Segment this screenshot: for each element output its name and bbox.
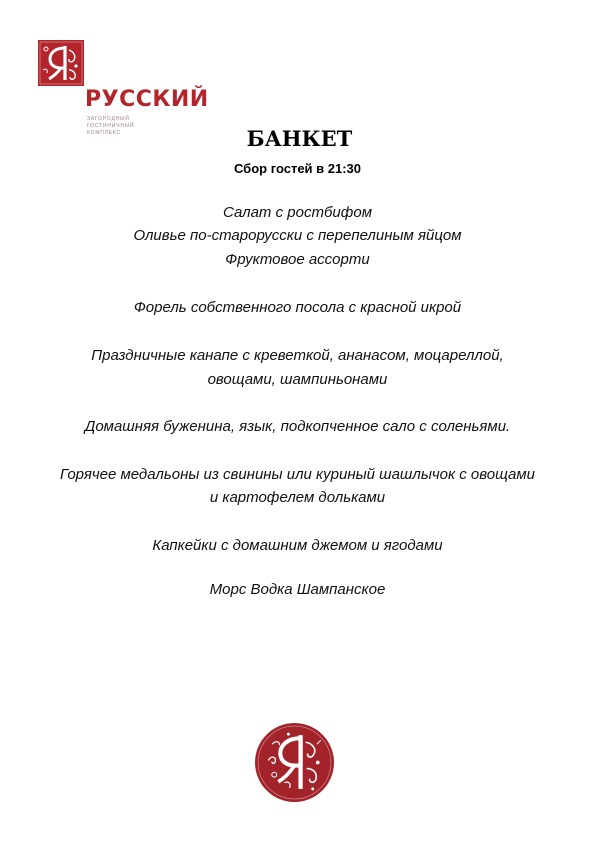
menu-line: Салат с ростбифом bbox=[222, 204, 373, 221]
menu-line: Оливье по-старорусски с перепелиным яйцом bbox=[133, 227, 462, 244]
menu-line: Форель собственного посола с красной икрой bbox=[133, 299, 462, 316]
russkiy-emblem-icon bbox=[254, 722, 335, 803]
guest-gathering-time: Сбор гостей в 21:30 bbox=[233, 161, 362, 176]
brand-name: РУССКИЙ bbox=[85, 87, 209, 112]
brand-subtitle: ЗАГОРОДНЫЙ ГОСТИНИЧНЫЙ КОМПЛЕКС bbox=[87, 116, 135, 136]
menu-line: и картофелем дольками bbox=[209, 489, 386, 506]
menu-line: Капкейки с домашним джемом и ягодами bbox=[152, 537, 443, 554]
menu-line: Горячее медальоны из свинины или куриный шашлычок с овощами bbox=[60, 466, 535, 483]
menu-line: Фруктовое ассорти bbox=[225, 251, 370, 268]
russkiy-logo-mark-icon bbox=[38, 40, 84, 86]
menu-line: Домашняя буженина, язык, подкопченное сало с соленьями. bbox=[84, 418, 511, 435]
page-title: БАНКЕТ bbox=[246, 126, 353, 151]
menu-line: Морс Водка Шампанское bbox=[209, 581, 386, 598]
menu-line: овощами, шампиньонами bbox=[207, 371, 388, 388]
menu-line: Праздничные канапе с креветкой, ананасом, моцареллой, bbox=[91, 347, 504, 364]
